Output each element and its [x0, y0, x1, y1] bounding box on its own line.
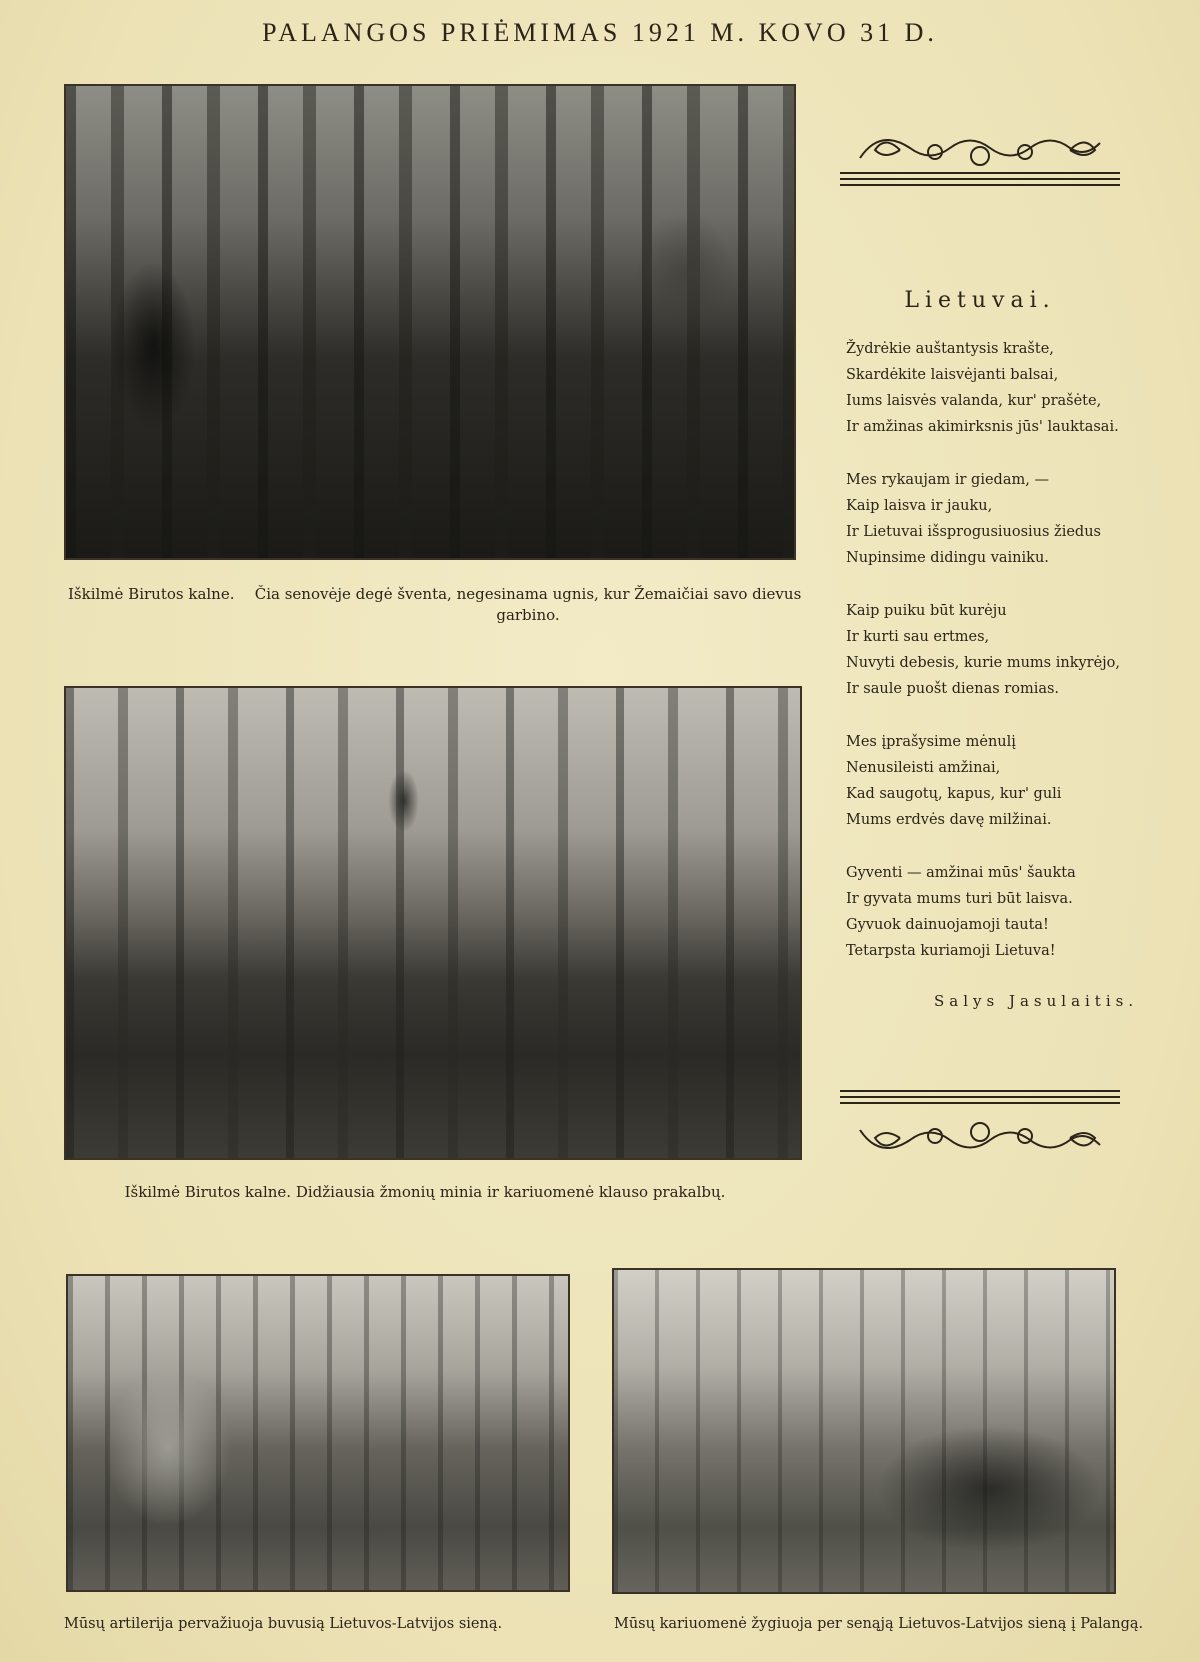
photo-artillery-crossing [66, 1274, 570, 1592]
photo-crowd-and-army [64, 686, 802, 1160]
poem-body [846, 336, 1126, 991]
photo-caption-lead: Iškilmė Birutos kalne. [68, 585, 235, 603]
poem-stanza [846, 598, 1126, 702]
poem-line: Kad saugotų, kapus, kur' guli [846, 786, 1062, 802]
page-title: PALANGOS PRIĖMIMAS 1921 M. KOVO 31 D. [262, 18, 938, 47]
photo-birute-hill-ceremony [64, 84, 796, 560]
poem-line: Tetarpsta kuriamoji Lietuva! [846, 943, 1056, 959]
poem-line: Ir kurti sau ertmes, [846, 629, 990, 645]
ornament-divider-bottom [840, 1090, 1120, 1170]
poem-line: Skardėkite laisvėjanti balsai, [846, 367, 1059, 383]
poem-line: Ir Lietuvai išsprogusiuosius žiedus [846, 524, 1101, 540]
poem-line: Kaip puiku būt kurėju [846, 603, 1007, 619]
photo-image [66, 688, 800, 1158]
poem-line: Mes įprašysime mėnulį [846, 734, 1016, 750]
photo-caption: Čia senovėje degė šventa, negesinama ugnis, kur Žemaičiai savo dievus garbino. [254, 585, 802, 624]
ornament-divider-top [840, 118, 1120, 198]
poem-line: Nupinsime didingu vainiku. [846, 550, 1049, 566]
poem-author: Salys Jasulaitis. [934, 992, 1139, 1010]
photo-caption: Mūsų kariuomenė žygiuoja per senąją Lietuvos-Latvijos sieną į Palangą. [614, 1616, 1144, 1632]
poem-line: Ir saule puošt dienas romias. [846, 681, 1060, 697]
poem-line: Ir amžinas akimirksnis jūs' lauktasai. [846, 419, 1119, 435]
poem-stanza [846, 729, 1126, 833]
poem-line: Mes rykaujam ir giedam, — [846, 472, 1049, 488]
poem-line: Kaip laisva ir jauku, [846, 498, 993, 514]
photo-image [68, 1276, 568, 1590]
poem-line: Gyventi — amžinai mūs' šaukta [846, 865, 1076, 881]
poem-line: Nenusileisti amžinai, [846, 760, 1001, 776]
poem-line: Nuvyti debesis, kurie mums inkyrėjo, [846, 655, 1121, 671]
photo-image [614, 1270, 1114, 1592]
poem-line: Žydrėkie auštantysis krašte, [846, 341, 1054, 357]
photo-caption: Iškilmė Birutos kalne. Didžiausia žmonių minia ir kariuomenė klauso prakalbų. [124, 1183, 726, 1201]
photo-image [66, 86, 794, 558]
poem-stanza [846, 336, 1126, 440]
poem-line: Mums erdvės davę milžinai. [846, 812, 1052, 828]
poem-line: Gyvuok dainuojamoji tauta! [846, 917, 1049, 933]
photo-caption: Mūsų artilerija pervažiuoja buvusią Lietuvos-Latvijos sieną. [64, 1616, 503, 1632]
poem-stanza [846, 860, 1126, 964]
poem-line: Ir gyvata mums turi būt laisva. [846, 891, 1073, 907]
poem-title: Lietuvai. [904, 288, 1056, 313]
photo-army-marching [612, 1268, 1116, 1594]
poem-line: Iums laisvės valanda, kur' prašėte, [846, 393, 1102, 409]
poem-stanza [846, 467, 1126, 571]
